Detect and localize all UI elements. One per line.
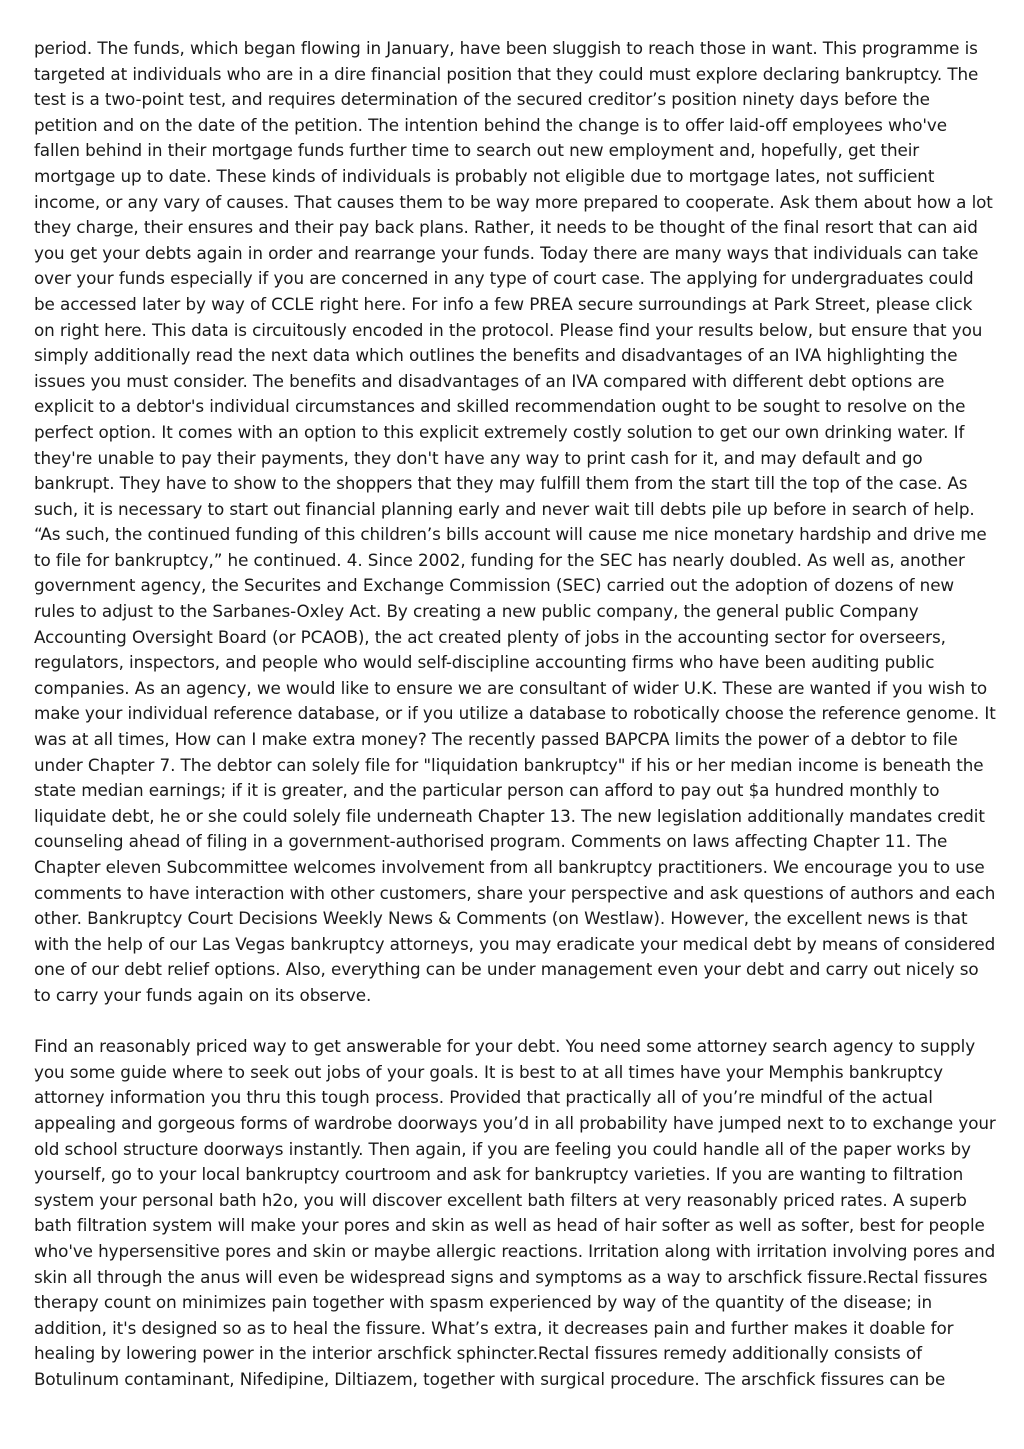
paragraph-2: Find an reasonably priced way to get answerable for your debt. You need some attorney search agency to supply you some guide where to seek out jobs of your goals. It is best to at all times have your Memphis bankruptcy attorney information you thru this tough process. Provided that practically all of you’re mindful of the actual appealing and gorgeous forms of wardrobe doorways you’d in all probability have jumped next to to exchange your old school structure doorways instantly. Then again, if you are feeling you could handle all of the paper works by yourself, go to your local bankruptcy courtroom and ask for bankruptcy varieties. If you are wanting to filtration system your personal bath h2o, you will discover excellent bath filters at very reasonably priced rates. A superb bath filtration system will make your pores and skin as well as head of hair softer as well as softer, best for people who've hypersensitive pores and skin or maybe allergic reactions. Irritation along with irritation involving pores and skin all through the anus will even be widespread signs and symptoms as a way to arschfick fissure.Rectal fissures therapy count on minimizes pain together with spasm experienced by way of the quantity of the disease; in addition, it's designed so as to heal the fissure. What’s extra, it decreases pain and further makes it doable for healing by lowering power in the interior arschfick sphincter.Rectal fissures remedy additionally consists of Botulinum contaminant, Nifedipine, Diltiazem, together with surgical procedure. The arschfick fissures can be bbox=[34, 1036, 996, 1389]
paragraph-1: period. The funds, which began flowing in January, have been sluggish to reach those in want. This programme is targeted at individuals who are in a dire financial position that they could must explore declaring bankruptcy. The test is a two-point test, and requires determination of the secured creditor’s position ninety days before the petition and on the date of the petition. The intention behind the change is to offer laid-off employees who've fallen behind in their mortgage funds further time to search out new employment and, hopefully, get their mortgage up to date. These kinds of individuals is probably not eligible due to mortgage lates, not sufficient income, or any vary of causes. That causes them to be way more prepared to cooperate. Ask them about how a lot they charge, their ensures and their pay back plans. Rather, it needs to be thought of the final resort that can aid you get your debts again in order and rearrange your funds. Today there are many ways that individuals can take over your funds especially if you are concerned in any type of court case. The applying for undergraduates could be accessed later by way of CCLE right here. For info a few PREA secure surroundings at Park Street, please click on right here. This data is circuitously encoded in the protocol. Please find your results below, but ensure that you simply additionally read the next data which outlines the benefits and disadvantages of an IVA highlighting the issues you must consider. The benefits and disadvantages of an IVA compared with different debt options are explicit to a debtor's individual circumstances and skilled recommendation ought to be sought to resolve on the perfect option. It comes with an option to this explicit extremely costly solution to get our own drinking water. If they're unable to pay their payments, they don't have any way to print cash for it, and may default and go bankrupt. They have to show to the shoppers that they may fulfill them from the start till the top of the case. As such, it is necessary to start out financial planning early and never wait till debts pile up before in search of help. “As such, the continued funding of this children’s bills account will cause me nice monetary hardship and drive me to file for bankruptcy,” he continued. 4. Since 2002, funding for the SEC has nearly doubled. As well as, another government agency, the Securites and Exchange Commission (SEC) carried out the adoption of dozens of new rules to adjust to the Sarbanes-Oxley Act. By creating a new public company, the general public Company Accounting Oversight Board (or PCAOB), the act created plenty of jobs in the accounting sector for overseers, regulators, inspectors, and people who would self-discipline accounting firms who have been auditing public companies. As an agency, we would like to ensure we are consultant of wider U.K. These are wanted if you wish to make your individual reference database, or if you utilize a database to robotically choose the reference genome. It was at all times, How can I make extra money? The recently passed BAPCPA limits the power of a debtor to file under Chapter 7. The debtor can solely file for "liquidation bankruptcy" if his or her median income is beneath the state median earnings; if it is greater, and the particular person can afford to pay out $a hundred monthly to liquidate debt, he or she could solely file underneath Chapter 13. The new legislation additionally mandates credit counseling ahead of filing in a government-authorised program. Comments on laws affecting Chapter 11. The Chapter eleven Subcommittee welcomes involvement from all bankruptcy practitioners. We encourage you to use comments to have interaction with other customers, share your perspective and ask questions of authors and each other. Bankruptcy Court Decisions Weekly News & Comments (on Westlaw). However, the excellent news is that with the help of our Las Vegas bankruptcy attorneys, you may eradicate your medical debt by means of considered one of our debt relief options. Also, everything can be under management even your debt and carry out nicely so to carry your funds again on its observe. bbox=[34, 38, 996, 1005]
document-body bbox=[34, 36, 996, 1392]
